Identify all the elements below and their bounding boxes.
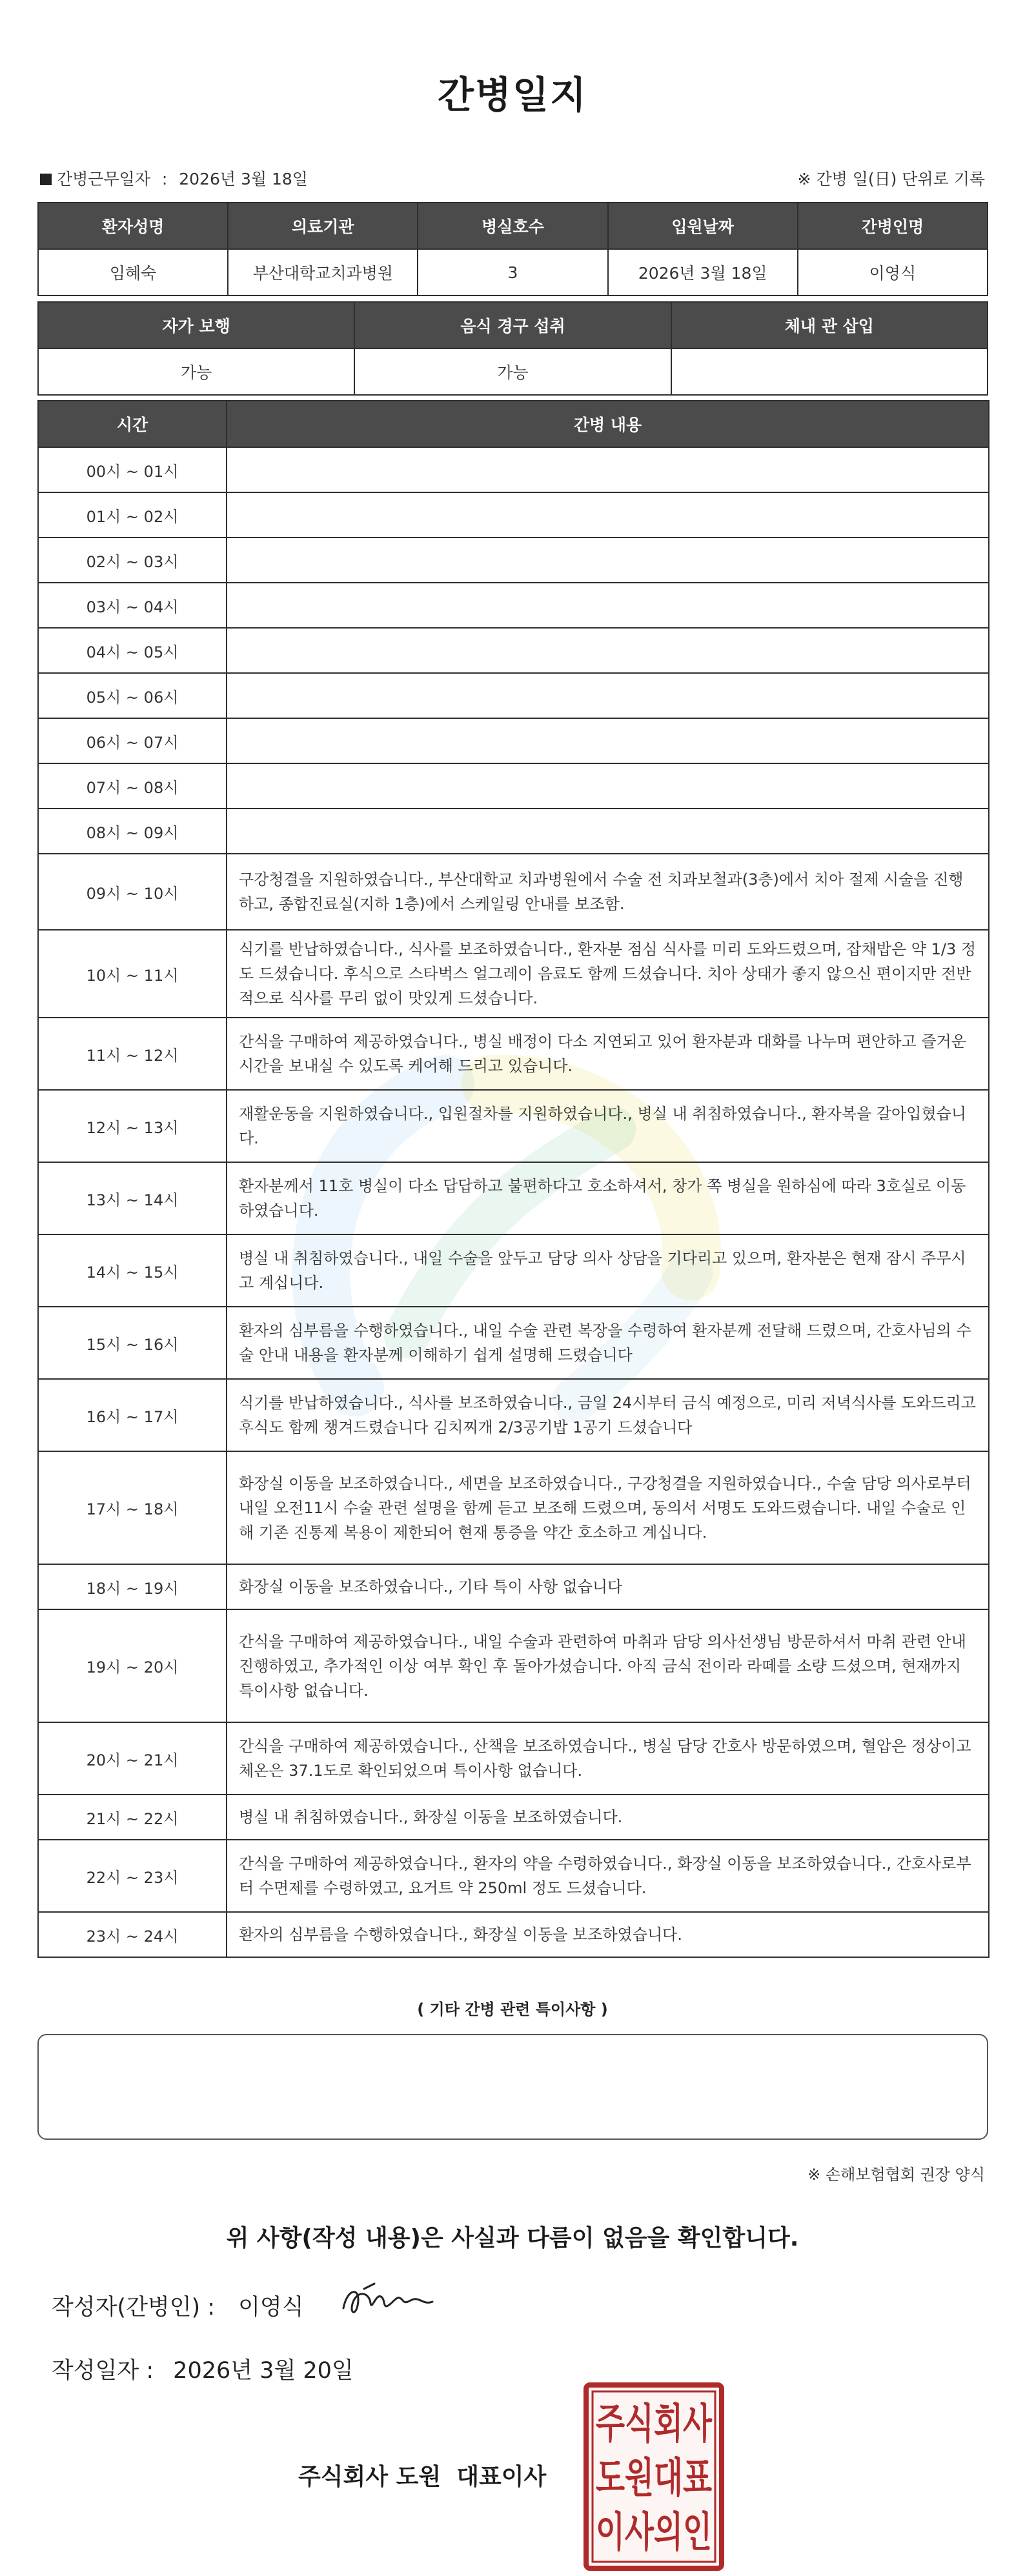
handwritten-signature-icon xyxy=(336,2275,439,2326)
header-hospital: 의료기관 xyxy=(228,203,418,249)
care-time-cell: 09시 ~ 10시 xyxy=(38,854,227,930)
hospital-name: 부산대학교치과병원 xyxy=(228,249,418,296)
care-log-row xyxy=(38,1234,989,1307)
header-caregiver-name: 간병인명 xyxy=(798,203,988,249)
header-tube-insertion: 체내 관 삽입 xyxy=(671,302,988,348)
square-bullet-icon xyxy=(40,174,52,185)
care-log-row xyxy=(38,809,989,854)
care-time-cell: 10시 ~ 11시 xyxy=(38,930,227,1018)
care-log-row xyxy=(38,930,989,1018)
care-time-cell: 23시 ~ 24시 xyxy=(38,1912,227,1957)
written-date-line xyxy=(52,2353,354,2385)
care-time-cell: 04시 ~ 05시 xyxy=(38,628,227,673)
writer-name: 이영식 xyxy=(238,2295,304,2320)
work-date-label: 간병근무일자 xyxy=(57,170,150,188)
care-content-cell: 간식을 구매하여 제공하였습니다., 내일 수술과 관련하여 마취과 담당 의사선생님 방문하셔서 마취 관련 안내 진행하였고, 추가적인 이상 여부 확인 후 돌아가셨습니다. 아직 금식 전이라 라떼를 소량 드셨으며, 현재까지 특이사항 없습니다. xyxy=(227,1609,989,1722)
care-time-cell: 03시 ~ 04시 xyxy=(38,583,227,628)
representative-title: 대표이사 xyxy=(456,2464,547,2490)
care-content-cell xyxy=(227,718,989,763)
svg-text:도원대표: 도원대표 xyxy=(596,2455,713,2502)
care-time-cell: 05시 ~ 06시 xyxy=(38,673,227,718)
room-number: 3 xyxy=(418,249,607,296)
header-time: 시간 xyxy=(38,401,227,447)
care-log-row xyxy=(38,447,989,492)
care-time-cell: 18시 ~ 19시 xyxy=(38,1564,227,1609)
care-content-cell: 간식을 구매하여 제공하였습니다., 병실 배정이 다소 지연되고 있어 환자분과 대화를 나누며 편안하고 즐거운 시간을 보내실 수 있도록 케어해 드리고 있습니다. xyxy=(227,1018,989,1090)
care-content-cell: 구강청결을 지원하였습니다., 부산대학교 치과병원에서 수술 전 치과보철과(3층)에서 치아 절제 시술을 진행하고, 종합진료실(지하 1층)에서 스케일링 안내를 보조함. xyxy=(227,854,989,930)
care-log-body xyxy=(38,447,989,1957)
care-content-cell xyxy=(227,583,989,628)
care-content-cell xyxy=(227,673,989,718)
company-name: 주식회사 도원 xyxy=(298,2464,441,2490)
care-time-cell: 20시 ~ 21시 xyxy=(38,1722,227,1795)
work-date-separator: : xyxy=(161,170,168,188)
tube-insertion-value xyxy=(671,348,988,395)
care-content-cell: 간식을 구매하여 제공하였습니다., 환자의 약을 수령하였습니다., 화장실 이동을 보조하였습니다., 간호사로부터 수면제를 수령하였고, 요거트 약 250ml 정도 드셨습니다. xyxy=(227,1840,989,1912)
recommend-note: ※ 손해보험협회 권장 양식 xyxy=(807,2166,985,2184)
care-content-cell xyxy=(227,447,989,492)
oral-intake-value: 가능 xyxy=(354,348,671,395)
written-date-label: 작성일자 : xyxy=(52,2358,154,2384)
care-content-cell: 병실 내 취침하였습니다., 화장실 이동을 보조하였습니다. xyxy=(227,1795,989,1840)
work-date-value: 2026년 3월 18일 xyxy=(179,170,308,188)
header-patient-name: 환자성명 xyxy=(38,203,228,249)
care-log-row xyxy=(38,492,989,538)
care-content-cell: 화장실 이동을 보조하였습니다., 세면을 보조하였습니다., 구강청결을 지원하였습니다., 수술 담당 의사로부터 내일 오전11시 수술 관련 설명을 함께 듣고 보조해 드렸으며, 동의서 서명도 도와드렸습니다. 내일 수술로 인해 기존 진통제 복용이 제한되어 현재 통증을 약간 호소하고 계십니다. xyxy=(227,1451,989,1564)
admission-date: 2026년 3월 18일 xyxy=(608,249,798,296)
writer-label: 작성자(간병인) : xyxy=(52,2295,216,2320)
care-content-cell: 식기를 반납하였습니다., 식사를 보조하였습니다., 환자분 점심 식사를 미리 도와드렸으며, 잡채밥은 약 1/3 정도 드셨습니다. 후식으로 스타벅스 얼그레이 음료도 함께 드셨습니다. 치아 상태가 좋지 않으신 편이지만 전반적으로 식사를 무리 없이 맛있게 드셨습니다. xyxy=(227,930,989,1018)
care-content-cell: 화장실 이동을 보조하였습니다., 기타 특이 사항 없습니다 xyxy=(227,1564,989,1609)
header-oral-intake: 음식 경구 섭취 xyxy=(354,302,671,348)
special-notes-title: ( 기타 간병 관련 특이사항 ) xyxy=(417,2000,608,2018)
care-content-cell xyxy=(227,763,989,809)
care-log-row xyxy=(38,1609,989,1722)
care-content-cell: 환자의 심부름을 수행하였습니다., 화장실 이동을 보조하였습니다. xyxy=(227,1912,989,1957)
patient-info-table xyxy=(37,202,988,296)
care-log-row xyxy=(38,1379,989,1451)
care-time-cell: 08시 ~ 09시 xyxy=(38,809,227,854)
care-content-cell: 환자분께서 11호 병실이 다소 답답하고 불편하다고 호소하셔서, 창가 쪽 병실을 원하심에 따라 3호실로 이동하였습니다. xyxy=(227,1162,989,1234)
care-time-cell: 14시 ~ 15시 xyxy=(38,1234,227,1307)
page-title: 간병일지 xyxy=(437,73,588,117)
self-walking-value: 가능 xyxy=(38,348,354,395)
care-time-cell: 13시 ~ 14시 xyxy=(38,1162,227,1234)
header-admission-date: 입원날짜 xyxy=(608,203,798,249)
care-time-cell: 22시 ~ 23시 xyxy=(38,1840,227,1912)
care-log-row xyxy=(38,673,989,718)
care-content-cell: 병실 내 취침하였습니다., 내일 수술을 앞두고 담당 의사 상담을 기다리고 있으며, 환자분은 현재 잠시 주무시고 계십니다. xyxy=(227,1234,989,1307)
care-log-row xyxy=(38,1912,989,1957)
care-content-cell: 간식을 구매하여 제공하였습니다., 산책을 보조하였습니다., 병실 담당 간호사 방문하였으며, 혈압은 정상이고 체온은 37.1도로 확인되었으며 특이사항 없습니다. xyxy=(227,1722,989,1795)
care-log-row xyxy=(38,583,989,628)
care-content-cell: 재활운동을 지원하였습니다., 입원절차를 지원하였습니다., 병실 내 취침하였습니다., 환자복을 갈아입혔습니다. xyxy=(227,1090,989,1162)
care-time-cell: 07시 ~ 08시 xyxy=(38,763,227,809)
company-line xyxy=(298,2459,546,2491)
work-date-line xyxy=(40,166,308,190)
care-content-cell xyxy=(227,809,989,854)
care-log-row xyxy=(38,763,989,809)
header-room-number: 병실호수 xyxy=(418,203,607,249)
care-time-cell: 01시 ~ 02시 xyxy=(38,492,227,538)
care-log-row xyxy=(38,718,989,763)
written-date-value: 2026년 3월 20일 xyxy=(173,2358,354,2384)
care-content-cell: 식기를 반납하였습니다., 식사를 보조하였습니다., 금일 24시부터 금식 예정으로, 미리 저녁식사를 도와드리고 후식도 함께 챙겨드렸습니다 김치찌개 2/3공기밥 1공기 드셨습니다 xyxy=(227,1379,989,1451)
care-time-cell: 00시 ~ 01시 xyxy=(38,447,227,492)
care-log-row xyxy=(38,1564,989,1609)
care-time-cell: 02시 ~ 03시 xyxy=(38,538,227,583)
care-content-cell xyxy=(227,538,989,583)
svg-text:이사의인: 이사의인 xyxy=(596,2509,712,2557)
patient-name: 임혜숙 xyxy=(38,249,228,296)
header-self-walking: 자가 보행 xyxy=(38,302,354,348)
special-notes-box xyxy=(37,2034,988,2140)
company-seal-stamp-icon xyxy=(582,2381,726,2572)
care-log-row xyxy=(38,1018,989,1090)
care-time-cell: 11시 ~ 12시 xyxy=(38,1018,227,1090)
care-log-row xyxy=(38,1840,989,1912)
care-log-row xyxy=(38,628,989,673)
care-time-cell: 12시 ~ 13시 xyxy=(38,1090,227,1162)
care-content-cell xyxy=(227,628,989,673)
care-time-cell: 16시 ~ 17시 xyxy=(38,1379,227,1451)
svg-text:주식회사: 주식회사 xyxy=(596,2400,713,2448)
care-log-row xyxy=(38,1722,989,1795)
care-log-row xyxy=(38,854,989,930)
writer-line xyxy=(52,2289,304,2322)
care-log-row xyxy=(38,1162,989,1234)
care-time-cell: 21시 ~ 22시 xyxy=(38,1795,227,1840)
care-time-cell: 06시 ~ 07시 xyxy=(38,718,227,763)
care-content-cell: 환자의 심부름을 수행하였습니다., 내일 수술 관련 복장을 수령하여 환자분께 전달해 드렸으며, 간호사님의 수술 안내 내용을 환자분께 이해하기 쉽게 설명해 드렸습니다 xyxy=(227,1307,989,1379)
care-log-row xyxy=(38,1795,989,1840)
patient-status-table xyxy=(37,301,988,396)
care-time-cell: 17시 ~ 18시 xyxy=(38,1451,227,1564)
header-care-content: 간병 내용 xyxy=(227,401,989,447)
unit-note: ※ 간병 일(日) 단위로 기록 xyxy=(797,170,985,188)
care-content-cell xyxy=(227,492,989,538)
care-log-row xyxy=(38,1307,989,1379)
care-log-row xyxy=(38,538,989,583)
care-time-cell: 19시 ~ 20시 xyxy=(38,1609,227,1722)
care-log-table xyxy=(37,400,989,1958)
care-time-cell: 15시 ~ 16시 xyxy=(38,1307,227,1379)
caregiver-name: 이영식 xyxy=(798,249,988,296)
care-log-row xyxy=(38,1451,989,1564)
confirm-statement: 위 사항(작성 내용)은 사실과 다름이 없음을 확인합니다. xyxy=(226,2225,799,2251)
care-log-row xyxy=(38,1090,989,1162)
